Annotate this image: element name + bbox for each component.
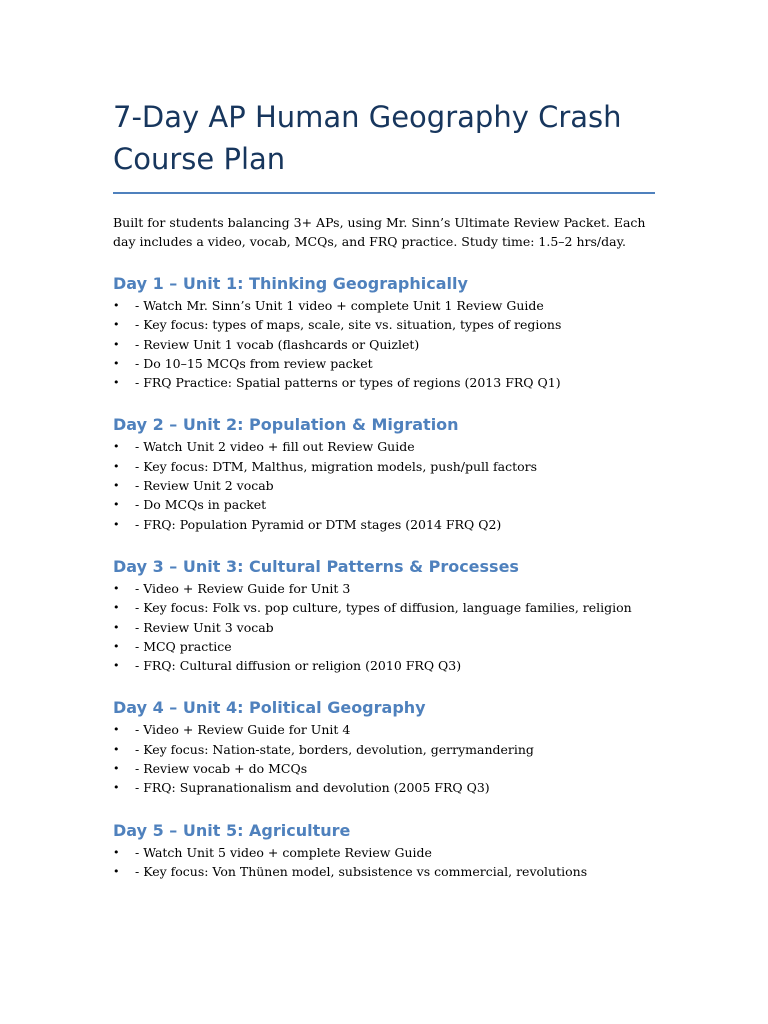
bullet-icon: • [113, 723, 120, 737]
day-heading: Day 4 – Unit 4: Political Geography [113, 698, 426, 718]
bullet-icon: • [113, 299, 120, 312]
day-task-list [113, 843, 655, 882]
list-item [113, 637, 655, 656]
list-item-text: - Review Unit 2 vocab [135, 478, 274, 494]
bullet-icon: • [113, 581, 120, 595]
list-item [113, 579, 655, 598]
list-item-text: - Key focus: types of maps, scale, site vs. situation, types of regions [135, 317, 562, 333]
bullet-icon: • [113, 659, 120, 673]
list-item [113, 862, 655, 881]
intro-paragraph: Built for students balancing 3+ APs, using Mr. Sinn’s Ultimate Review Packet. Each day includes a video, vocab, MCQs, and FRQ practice. Study time: 1.5–2 hrs/day. [113, 215, 646, 249]
list-item-text: - Review Unit 3 vocab [135, 619, 274, 635]
list-item-text: - Do MCQs in packet [135, 497, 267, 513]
list-item [113, 843, 655, 862]
bullet-icon: • [113, 479, 120, 493]
day-task-list [113, 720, 655, 797]
list-item-text: - FRQ Practice: Spatial patterns or types of regions (2013 FRQ Q1) [135, 375, 561, 391]
list-item-text: - Watch Unit 5 video + complete Review Guide [135, 844, 432, 860]
list-item [113, 296, 655, 315]
bullet-icon: • [113, 601, 120, 615]
bullet-icon: • [113, 864, 120, 878]
bullet-icon: • [113, 376, 120, 390]
list-item [113, 354, 655, 373]
day-heading: Day 1 – Unit 1: Thinking Geographically [113, 274, 468, 293]
bullet-icon: • [113, 459, 120, 473]
bullet-icon: • [113, 639, 120, 653]
list-item [113, 457, 655, 476]
list-item-text: - Watch Unit 2 video + fill out Review Guide [135, 439, 415, 455]
document-title: 7-Day AP Human Geography Crash Course Plan [113, 100, 622, 176]
day-task-list [113, 296, 655, 392]
bullet-icon: • [113, 781, 120, 795]
list-item [113, 720, 655, 739]
day-section-2 [113, 414, 655, 533]
list-item [113, 335, 655, 354]
bullet-icon: • [113, 318, 120, 332]
list-item [113, 618, 655, 637]
list-item [113, 476, 655, 495]
list-item-text: - Watch Mr. Sinn’s Unit 1 video + complete Unit 1 Review Guide [135, 298, 544, 313]
list-item [113, 495, 655, 514]
list-item-text: - FRQ: Cultural diffusion or religion (2010 FRQ Q3) [135, 658, 462, 674]
list-item-text: - FRQ: Population Pyramid or DTM stages (2014 FRQ Q2) [135, 516, 502, 532]
list-item [113, 759, 655, 778]
bullet-icon: • [113, 845, 120, 859]
list-item-text: - Video + Review Guide for Unit 4 [135, 722, 351, 738]
list-item-text: - Key focus: DTM, Malthus, migration models, push/pull factors [135, 458, 538, 474]
list-item-text: - Key focus: Nation-state, borders, devolution, gerrymandering [135, 741, 534, 757]
list-item [113, 373, 655, 392]
bullet-icon: • [113, 517, 120, 531]
list-item-text: - Key focus: Von Thünen model, subsistence vs commercial, revolutions [135, 863, 588, 879]
list-item [113, 315, 655, 334]
day-heading: Day 2 – Unit 2: Population & Migration [113, 415, 459, 435]
list-item [113, 515, 655, 534]
title-divider [113, 192, 655, 194]
bullet-icon: • [113, 356, 120, 370]
list-item-text: - Review vocab + do MCQs [135, 761, 308, 777]
day-section-5 [113, 820, 655, 882]
bullet-icon: • [113, 498, 120, 512]
bullet-icon: • [113, 762, 120, 776]
day-sections [113, 273, 655, 881]
bullet-icon: • [113, 742, 120, 756]
bullet-icon: • [113, 620, 120, 634]
list-item-text: - MCQ practice [135, 638, 232, 654]
day-task-list [113, 437, 655, 533]
day-heading: Day 5 – Unit 5: Agriculture [113, 820, 351, 840]
day-section-1 [113, 273, 655, 392]
day-section-3 [113, 556, 655, 675]
list-item-text: - Video + Review Guide for Unit 3 [135, 580, 351, 596]
day-section-4 [113, 697, 655, 797]
bullet-icon: • [113, 440, 120, 454]
list-item [113, 437, 655, 456]
day-task-list [113, 579, 655, 675]
list-item-text: - FRQ: Supranationalism and devolution (2005 FRQ Q3) [135, 780, 490, 796]
list-item [113, 778, 655, 797]
list-item [113, 598, 655, 617]
bullet-icon: • [113, 337, 120, 351]
list-item [113, 740, 655, 759]
list-item-text: - Do 10–15 MCQs from review packet [135, 355, 373, 371]
day-heading: Day 3 – Unit 3: Cultural Patterns & Processes [113, 556, 519, 576]
list-item-text: - Key focus: Folk vs. pop culture, types of diffusion, language families, religion [135, 600, 632, 616]
list-item-text: - Review Unit 1 vocab (flashcards or Quizlet) [135, 336, 420, 352]
list-item [113, 656, 655, 675]
